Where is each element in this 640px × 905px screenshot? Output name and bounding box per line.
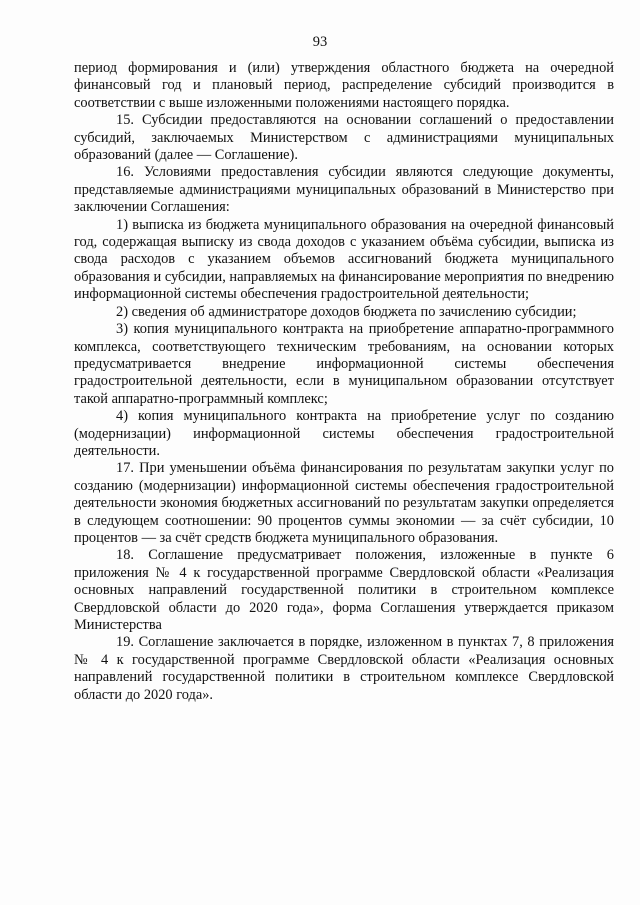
paragraph-item-18: 18. Соглашение предусматривает положения, изложенные в пункте 6 приложения № 4 к государственной программе Свердловской области «Реализация основных направлений государственной политики в строительном комплексе Свердловской области до 2020 года», форма Соглашения утверждается приказом Министерства [74, 547, 614, 633]
paragraph-continuation: период формирования и (или) утверждения областного бюджета на очередной финансовый год и плановый период, распределение субсидий производится в соответствии с выше изложенными положениями настоящего порядка. [74, 60, 614, 111]
paragraph-item-16: 16. Условиями предоставления субсидии являются следующие документы, представляемые администрациями муниципальных образований в Министерство при заключении Соглашения: [74, 164, 614, 216]
paragraph-subitem-2: 2) сведения об администраторе доходов бюджета по зачислению субсидии; [116, 303, 577, 320]
paragraph-item-19: 19. Соглашение заключается в порядке, изложенном в пунктах 7, 8 приложения № 4 к государственной программе Свердловской области «Реализация основных направлений государственной политики в строительном комплексе Свердловской области до 2020 года». [74, 634, 614, 703]
paragraph-subitem-1: 1) выписка из бюджета муниципального образования на очередной финансовый год, содержащая выписку из свода доходов с указанием объёма субсидии, выписка из свода расходов с указанием объемов ассигнований бюджета муниципального образования и субсидии, направляемых на финансирование мероприятия по внедрению информационной системы обеспечения градостроительной деятельности; [74, 216, 614, 303]
document-body [74, 60, 614, 704]
paragraph-item-17: 17. При уменьшении объёма финансирования по результатам закупки услуг по созданию (модернизации) информационной системы обеспечения градостроительной деятельности экономия бюджетных ассигнований по результатам закупки определяется в следующем соотношении: 90 процентов суммы экономии — за счёт субсидии, 10 процентов — за счёт средств бюджета муниципального образования. [74, 460, 614, 546]
paragraph-subitem-3: 3) копия муниципального контракта на приобретение аппаратно-программного комплекса, соответствующего техническим требованиям, на основании которых предусматривается внедрение информационной системы обеспечения градостроительной деятельности, если в муниципальном образовании отсутствует такой аппаратно-программный комплекс; [74, 321, 614, 407]
page-number: 93 [312, 34, 328, 50]
paragraph-subitem-4: 4) копия муниципального контракта на приобретение услуг по созданию (модернизации) информационной системы обеспечения градостроительной деятельности. [74, 408, 614, 459]
paragraph-item-15: 15. Субсидии предоставляются на основании соглашений о предоставлении субсидий, заключаемых Министерством с администрациями муниципальных образований (далее — Соглашение). [74, 112, 614, 164]
